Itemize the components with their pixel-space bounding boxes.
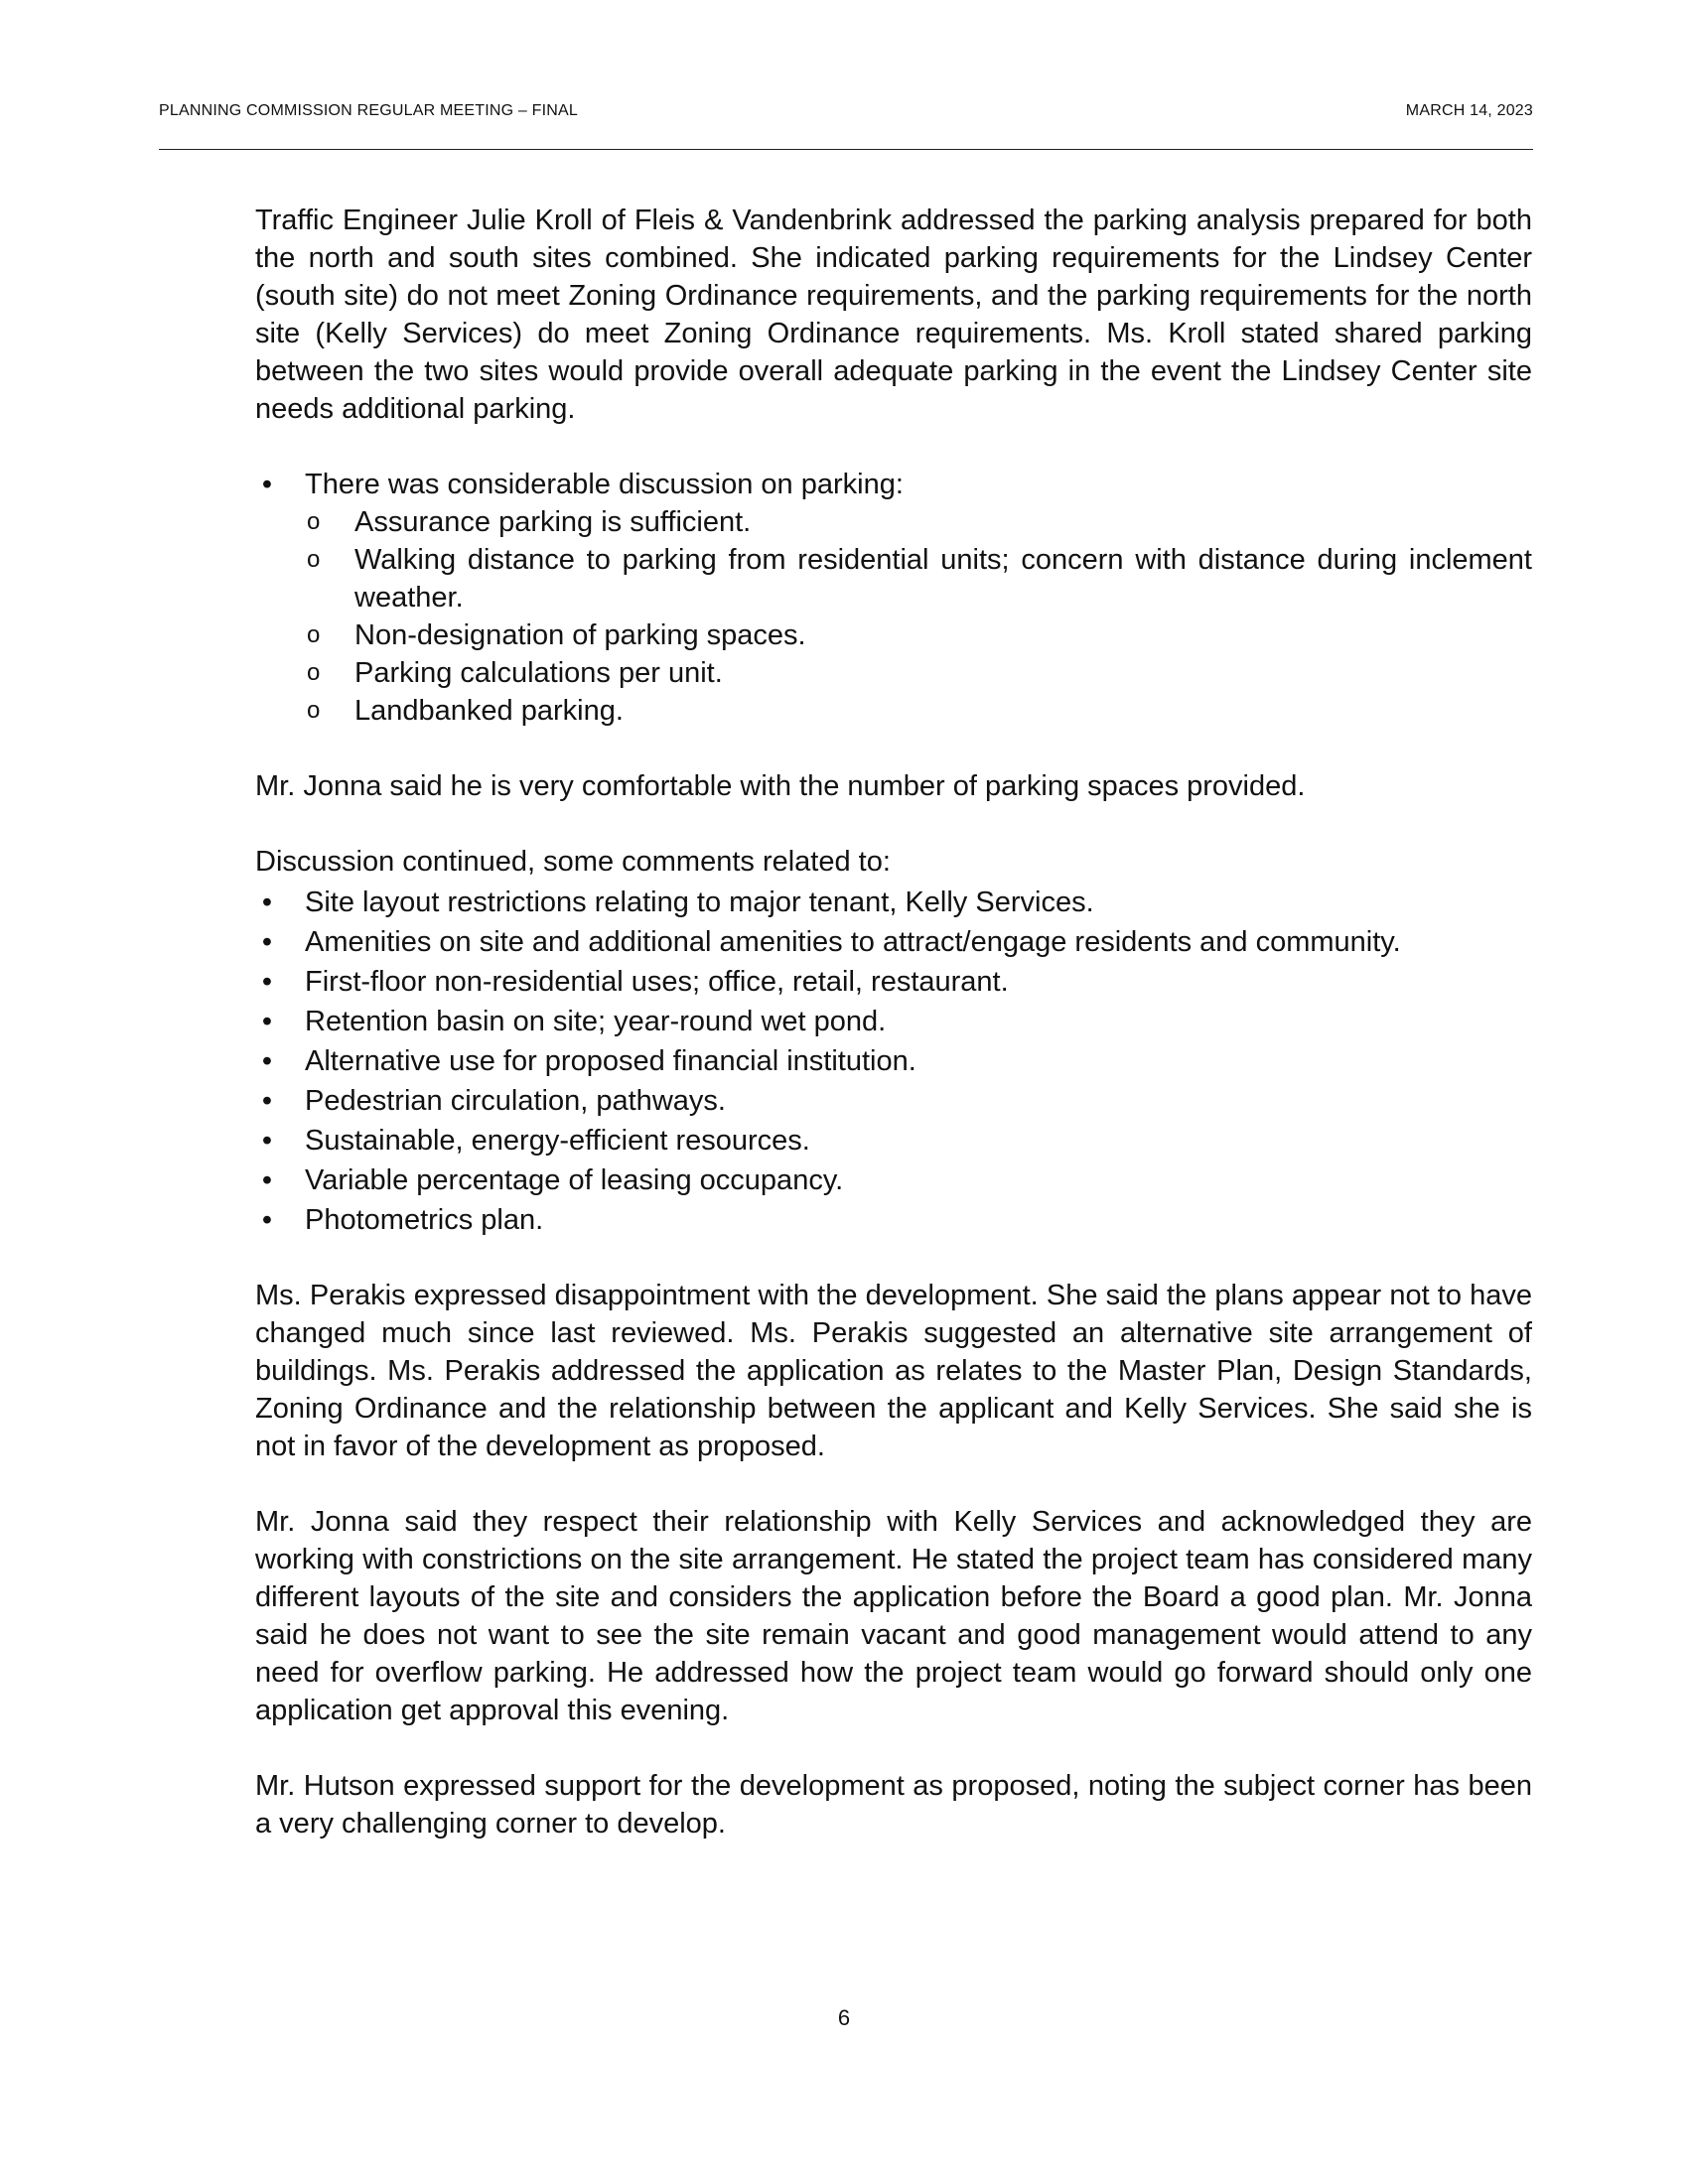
- bullet-icon: •: [261, 1085, 273, 1117]
- list-item-text: Site layout restrictions relating to major tenant, Kelly Services.: [305, 887, 1094, 918]
- circle-bullet-icon: o: [307, 546, 321, 573]
- list-item-text: Pedestrian circulation, pathways.: [305, 1085, 726, 1117]
- list-item-text: Photometrics plan.: [305, 1204, 544, 1236]
- paragraph-hutson: Mr. Hutson expressed support for the development as proposed, noting the subject corner has been a very challenging corner to develop.: [255, 1770, 1532, 1840]
- list-item-text: Sustainable, energy-efficient resources.: [305, 1125, 810, 1157]
- list-item-text: Amenities on site and additional amenities to attract/engage residents and community.: [305, 926, 1401, 958]
- bullet-icon: •: [261, 887, 273, 918]
- bullet-icon: •: [261, 926, 273, 958]
- header-meeting-title: PLANNING COMMISSION REGULAR MEETING – FINAL: [159, 102, 578, 119]
- paragraph-perakis: Ms. Perakis expressed disappointment with the development. She said the plans appear not to have changed much since last reviewed. Ms. Perakis suggested an alternative site arrangement of buildings. Ms. Perakis addressed the application as relates to the Master Plan, Design Standards, Zoning Ordinance and the relationship between the applicant and Kelly Services. She said she is not in favor of the development as proposed.: [255, 1280, 1532, 1462]
- bullet-icon: •: [261, 1125, 273, 1157]
- list-item: [255, 1161, 1532, 1199]
- bullet-icon: •: [261, 469, 273, 500]
- list-item-text: Retention basin on site; year-round wet pond.: [305, 1006, 887, 1037]
- sub-list-item-text: Landbanked parking.: [354, 695, 624, 727]
- list-item: [255, 963, 1532, 1001]
- sub-list-item-text: Walking distance to parking from residential units; concern with distance during inclement weather.: [354, 544, 1532, 614]
- paragraph-jonna-response: Mr. Jonna said they respect their relationship with Kelly Services and acknowledged they are working with constrictions on the site arrangement. He stated the project team has considered many different layouts of the site and considers the application before the Board a good plan. Mr. Jonna said he does not want to see the site remain vacant and good management would attend to any need for overflow parking. He addressed how the project team would go forward should only one application get approval this evening.: [255, 1506, 1532, 1726]
- list-item: [255, 1003, 1532, 1040]
- list-item-text: First-floor non-residential uses; office, retail, restaurant.: [305, 966, 1009, 998]
- paragraph-traffic-engineer: Traffic Engineer Julie Kroll of Fleis & Vandenbrink addressed the parking analysis prepared for both the north and south sites combined. She indicated parking requirements for the Lindsey Center (south site) do not meet Zoning Ordinance requirements, and the parking requirements for the north site (Kelly Services) do meet Zoning Ordinance requirements. Ms. Kroll stated shared parking between the two sites would provide overall adequate parking in the event the Lindsey Center site needs additional parking.: [255, 205, 1532, 425]
- list-item: [255, 466, 1532, 730]
- circle-bullet-icon: o: [307, 697, 321, 724]
- list-item-text: There was considerable discussion on parking:: [305, 469, 904, 500]
- header-date: MARCH 14, 2023: [1405, 102, 1533, 119]
- parking-sublist: [305, 503, 1532, 730]
- sub-list-item-text: Parking calculations per unit.: [354, 657, 723, 689]
- bullet-icon: •: [261, 966, 273, 998]
- sub-list-item: [305, 503, 1532, 541]
- page-number: 6: [837, 2005, 851, 2030]
- header-divider: [159, 149, 1533, 150]
- list-item: [255, 1122, 1532, 1160]
- bullet-icon: •: [261, 1006, 273, 1037]
- list-item-text: Alternative use for proposed financial institution.: [305, 1045, 916, 1077]
- sub-list-item: [305, 654, 1532, 692]
- list-item: [255, 884, 1532, 921]
- list-item-text: Variable percentage of leasing occupancy.: [305, 1164, 844, 1196]
- paragraph-discussion-continued: Discussion continued, some comments related to:: [255, 846, 891, 878]
- circle-bullet-icon: o: [307, 621, 321, 648]
- circle-bullet-icon: o: [307, 659, 321, 686]
- bullet-icon: •: [261, 1045, 273, 1077]
- list-item: [255, 1082, 1532, 1120]
- page-header: [159, 102, 1533, 120]
- list-item: [255, 1042, 1532, 1080]
- sub-list-item: [305, 616, 1532, 654]
- sub-list-item-text: Non-designation of parking spaces.: [354, 619, 806, 651]
- bullet-icon: •: [261, 1204, 273, 1236]
- paragraph-jonna-comfortable: Mr. Jonna said he is very comfortable with the number of parking spaces provided.: [255, 770, 1306, 802]
- list-item: [255, 1201, 1532, 1239]
- list-item: [255, 923, 1532, 961]
- bullet-icon: •: [261, 1164, 273, 1196]
- parking-discussion-list: [255, 466, 1532, 730]
- circle-bullet-icon: o: [307, 508, 321, 535]
- sub-list-item-text: Assurance parking is sufficient.: [354, 506, 752, 538]
- comments-list: [255, 884, 1532, 1239]
- document-body: [255, 202, 1532, 1880]
- sub-list-item: [305, 541, 1532, 616]
- sub-list-item: [305, 692, 1532, 730]
